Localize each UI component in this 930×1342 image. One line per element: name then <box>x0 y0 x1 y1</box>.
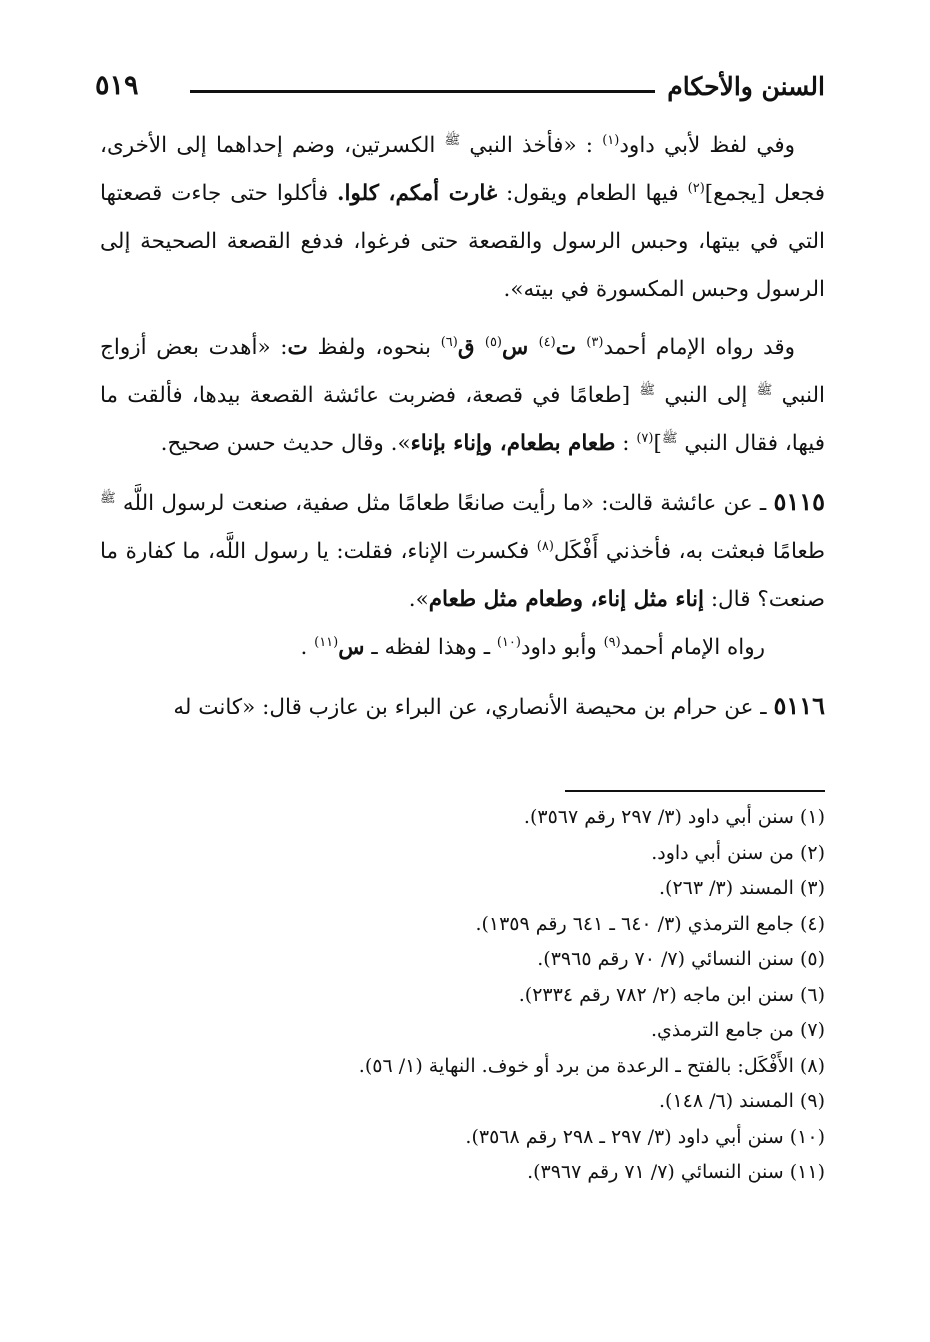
footnote: (٤) جامع الترمذي (٣/ ٦٤٠ ـ ٦٤١ رقم ١٣٥٩). <box>475 912 825 935</box>
footnote-ref: (٧) <box>636 430 654 446</box>
hadith-number: ٥١١٥ <box>773 487 825 516</box>
footnote: (١٠) سنن أبي داود (٣/ ٢٩٧ ـ ٢٩٨ رقم ٣٥٦٨). <box>465 1125 825 1148</box>
footnote-ref: (١) <box>602 132 620 148</box>
footnote-ref: (٦) <box>440 334 458 350</box>
text-run: ـ وهذا لفظه ـ <box>364 635 497 660</box>
footnote: (٦) سنن ابن ماجه (٢/ ٧٨٢ رقم ٢٣٣٤). <box>518 983 825 1006</box>
prophetic-saying: طعام بطعام، وإناء بإناء <box>410 431 616 456</box>
prophetic-saying: إناء مثل إناء، وطعام مثل طعام <box>428 587 704 612</box>
salutation-glyph: ﷺ <box>639 382 656 398</box>
hadith-5116 <box>100 682 825 732</box>
footnote: (٢) من سنن أبي داود. <box>651 841 825 864</box>
footnote: (١١) سنن النسائي (٧/ ٧١ رقم ٣٩٦٧). <box>527 1161 825 1183</box>
text-run: [طعامًا في قصعة، فضربت عائشة القصعة بيدها، فألقت ما فيها، فقال النبي <box>100 383 825 456</box>
footnote: (٥) سنن النسائي (٧/ ٧٠ رقم ٣٩٦٥). <box>537 948 825 970</box>
footnote-ref: (١٠) <box>496 634 521 650</box>
footnote-ref: (١١) <box>314 634 339 650</box>
paragraph-abu-dawud <box>100 122 825 314</box>
prophetic-saying: غارت أمكم، كلوا. <box>337 181 498 206</box>
header-rule <box>190 90 655 93</box>
text-run: : «فأخذ النبي <box>460 133 603 158</box>
source-symbol: س <box>502 335 539 360</box>
text-run: ـ عن حرام بن محيصة الأنصاري، عن البراء بن عازب قال: «كانت له <box>173 695 774 720</box>
page-number: ٥١٩ <box>95 70 139 101</box>
text-run: ». وقال حديث حسن صحيح. <box>160 431 411 456</box>
paragraph-ahmad <box>100 324 825 468</box>
source-symbol: ت <box>287 335 308 360</box>
text-run: الكسرتين، وضم إحداهما إلى الأخرى، فجعل [يجمع] <box>100 133 825 206</box>
salutation-glyph: ﷺ <box>756 382 773 398</box>
footnote-ref: (٣) <box>586 334 604 350</box>
text-run: فكسرت الإناء، فقلت: يا رسول اللَّه، ما كفارة ما صنعت؟ قال: <box>100 539 825 612</box>
paragraph-sources <box>100 624 825 672</box>
text-run: . <box>300 635 315 660</box>
salutation-glyph: ﷺ <box>444 132 461 148</box>
text-run: ». <box>408 587 429 612</box>
text-run: رواه الإمام أحمد <box>620 635 765 660</box>
text-run: فيها الطعام ويقول: <box>497 181 688 206</box>
footnotes <box>100 800 825 1191</box>
salutation-glyph: ﷺ <box>661 430 678 446</box>
hadith-number: ٥١١٦ <box>773 691 825 720</box>
text-run: : «أهدت بعض أزواج النبي <box>100 335 826 408</box>
text-run: وقد رواه الإمام أحمد <box>603 335 796 360</box>
footnote: (٨) الأَفْكَل: بالفتح ـ الرعدة من برد أو خوف. النهاية (١/ ٥٦). <box>358 1054 825 1077</box>
text-run: وأبو داود <box>520 635 604 660</box>
text-run: وفي لفظ لأبي داود <box>619 133 795 158</box>
text-run: ] <box>653 431 662 456</box>
footnote-ref: (٥) <box>484 334 502 350</box>
source-symbol: ق <box>457 335 485 360</box>
running-title: السنن والأحكام <box>667 72 825 101</box>
footnote-ref: (٩) <box>603 634 621 650</box>
footnote-ref: (٢) <box>687 180 705 196</box>
footnote-ref: (٨) <box>536 538 554 554</box>
footnote-rule <box>565 790 825 792</box>
text-run: ـ عن عائشة قالت: «ما رأيت صانعًا طعامًا مثل صفية، صنعت لرسول اللَّه <box>115 491 774 516</box>
footnote-ref: (٤) <box>538 334 556 350</box>
main-text <box>100 122 825 732</box>
text-run: إلى النبي <box>655 383 757 408</box>
text-run: : <box>615 431 637 456</box>
footnote: (٩) المسند (٦/ ١٤٨). <box>658 1090 825 1112</box>
hadith-5115 <box>100 478 825 624</box>
text-run: فأكلوا حتى جاءت قصعتها التي في بيتها، وحبس الرسول والقصعة حتى فرغوا، فدفع القصعة الصحيحة إلى الرسول وحبس المكسورة في بيته». <box>100 181 825 302</box>
text-run: بنحوه، ولفظ <box>307 335 441 360</box>
source-symbol: س <box>338 635 365 660</box>
page-header <box>95 70 825 114</box>
salutation-glyph: ﷺ <box>100 490 116 506</box>
footnote: (٧) من جامع الترمذي. <box>651 1019 825 1041</box>
footnote: (٣) المسند (٣/ ٢٦٣). <box>658 877 825 899</box>
source-symbol: ت <box>555 335 587 360</box>
text-run: طعامًا فبعثت به، فأخذني أَفْكَل <box>553 539 825 564</box>
footnote: (١) سنن أبي داود (٣/ ٢٩٧ رقم ٣٥٦٧). <box>523 806 825 828</box>
